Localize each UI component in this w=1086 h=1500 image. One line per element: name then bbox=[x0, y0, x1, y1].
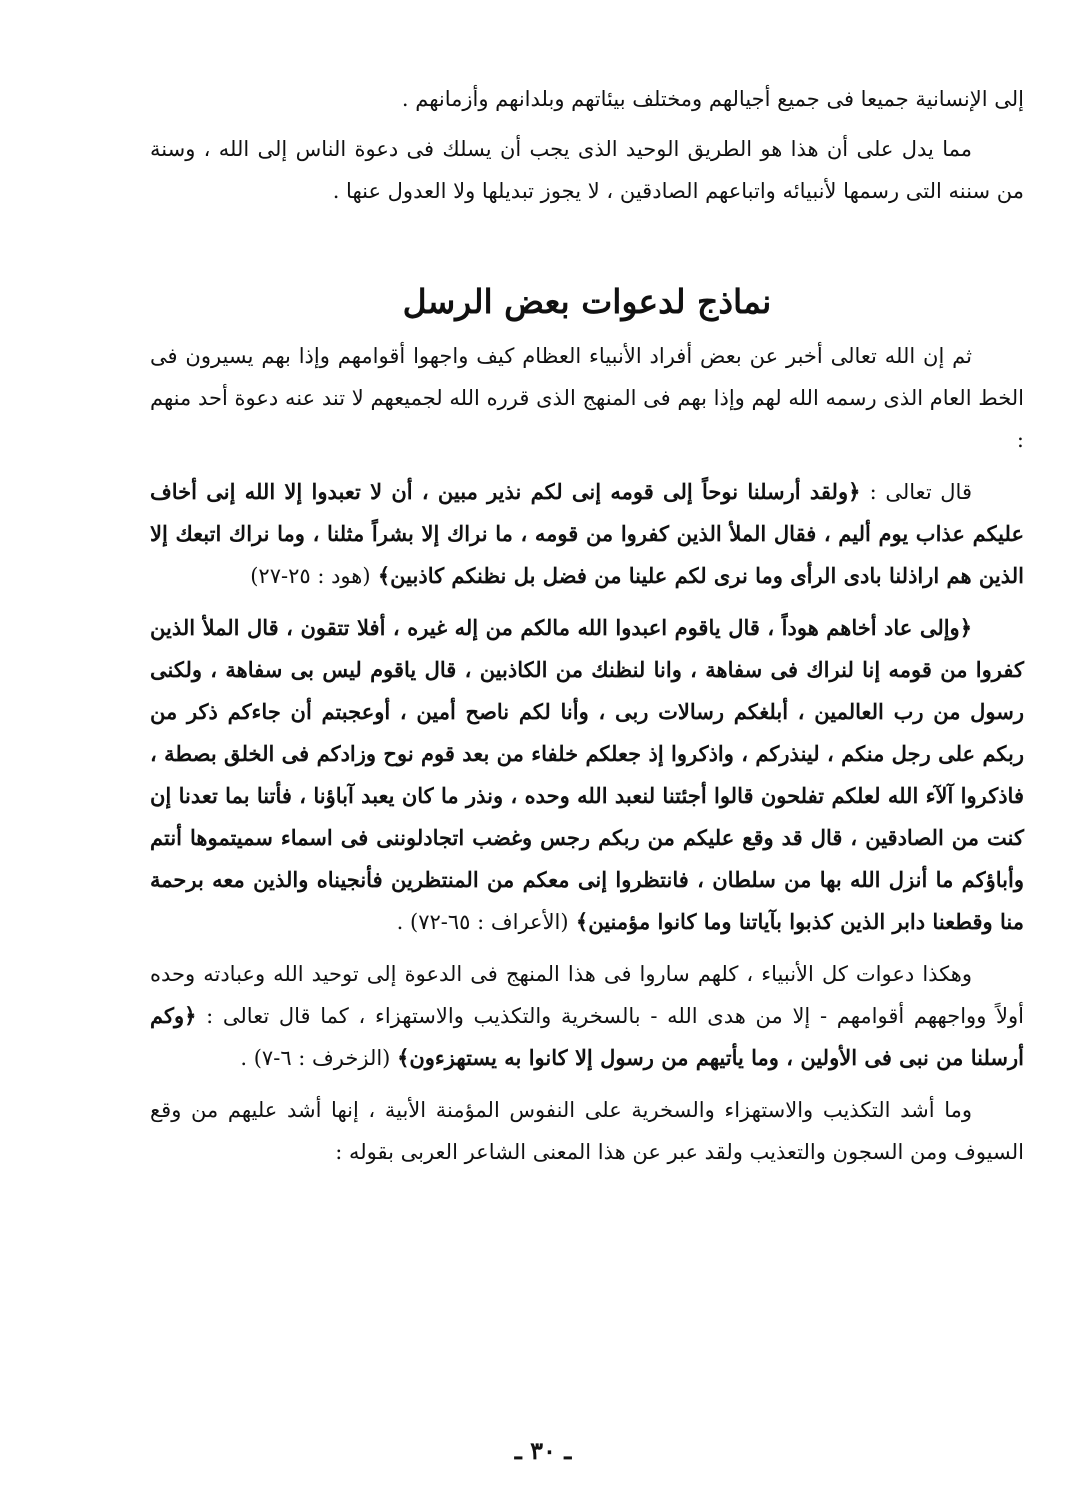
body-block bbox=[150, 335, 1024, 1173]
verse-reference-hud: (هود : ٢٥-٢٧) bbox=[250, 564, 371, 588]
verse-reference-zukhruf: (الزخرف : ٦-٧) . bbox=[240, 1046, 391, 1070]
paragraph-all-prophets bbox=[150, 953, 1024, 1079]
verse-reference-araf: (الأعراف : ٦٥-٧٢) . bbox=[396, 910, 569, 934]
quran-verse-hud: ﴿ولقد أرسلنا نوحاً إلى قومه إنى لكم نذير مبين ، أن لا تعبدوا إلا الله إنى أخاف عليكم عذاب يوم أليم ، فقال الملأ الذين كفروا من قومه ، ما نراك إلا بشراً مثلنا ، وما نراك اتبعك إلا الذين هم اراذلنا بادى الرأى وما نرى لكم علينا من فضل بل نظنكم كاذبين﴾ bbox=[150, 479, 1024, 588]
paragraph-hud-verse bbox=[150, 607, 1024, 943]
intro-block bbox=[150, 78, 1024, 212]
section-title: نماذج لدعوات بعض الرسل bbox=[402, 282, 772, 321]
quran-verse-araf: ﴿وإلى عاد أخاهم هوداً ، قال ياقوم اعبدوا الله مالكم من إله غيره ، أفلا تتقون ، قال الملأ الذين كفروا من قومه إنا لنراك فى سفاهة ، وانا لنظنك من الكاذبين ، قال ياقوم ليس بى سفاهة ، ولكنى رسول من رب العالمين ، أبلغكم رسالات ربى ، وأنا لكم ناصح أمين ، أوعجبتم أن جاءكم ذكر من ربكم على رجل منكم ، لينذركم ، واذكروا إذ جعلكم خلفاء من بعد قوم نوح وزادكم فى الخلق بصطة ، فاذكروا آلآء الله لعلكم تفلحون قالوا أجئتنا لنعبد الله وحده ، ونذر ما كان يعبد آباؤنا ، فأتنا بما تعدنا إن كنت من الصادقين ، قال قد وقع عليكم من ربكم رجس وغضب اتجادلوننى فى اسماء سميتموها أنتم وأباؤكم ما أنزل الله بها من سلطان ، فانتظروا إنى معكم من المنتظرين فأنجيناه والذين معه برحمة منا وقطعنا دابر الذين كذبوا بآياتنا وما كانوا مؤمنين﴾ bbox=[150, 615, 1024, 934]
paragraph-path-of-call: مما يدل على أن هذا هو الطريق الوحيد الذى يجب أن يسلك فى دعوة الناس إلى الله ، وسنة من سننه التى رسمها لأنبيائه واتباعهم الصادقين ، لا يجوز تبديلها ولا العدول عنها . bbox=[150, 137, 1024, 203]
quran-verse-zukhruf: ﴿وكم أرسلنا من نبى فى الأولين ، وما يأتيهم من رسول إلا كانوا به يستهزءون﴾ bbox=[150, 1003, 1024, 1070]
paragraph-prophets-intro: ثم إن الله تعالى أخبر عن بعض أفراد الأنبياء العظام كيف واجهوا أقوامهم وإذا بهم يسيرون فى الخط العام الذى رسمه الله لهم وإذا بهم فى المنهج الذى قرره الله لجميعهم لا تند عنه دعوة أحد منهم : bbox=[150, 344, 1024, 452]
paragraph-text: وهكذا دعوات كل الأنبياء ، كلهم ساروا فى هذا المنهج فى الدعوة إلى توحيد الله وعبادته وحده أولاً وواجههم أقوامهم - إلا من هدى الله - بالسخرية والتكذيب والاستهزاء ، كما قال تعالى : bbox=[150, 962, 1024, 1028]
paragraph-mockery: وما أشد التكذيب والاستهزاء والسخرية على النفوس المؤمنة الأبية ، إنها أشد عليهم من وقع السيوف ومن السجون والتعذيب ولقد عبر عن هذا المعنى الشاعر العربى بقوله : bbox=[150, 1098, 1024, 1164]
paragraph-continuation: إلى الإنسانية جميعا فى جميع أجيالهم ومختلف بيئاتهم وبلدانهم وأزمانهم . bbox=[401, 87, 1024, 111]
paragraph-nuh-verse bbox=[150, 471, 1024, 597]
page-number: ـ ٣٠ ـ bbox=[514, 1436, 572, 1465]
verse-intro: قال تعالى : bbox=[869, 480, 972, 504]
